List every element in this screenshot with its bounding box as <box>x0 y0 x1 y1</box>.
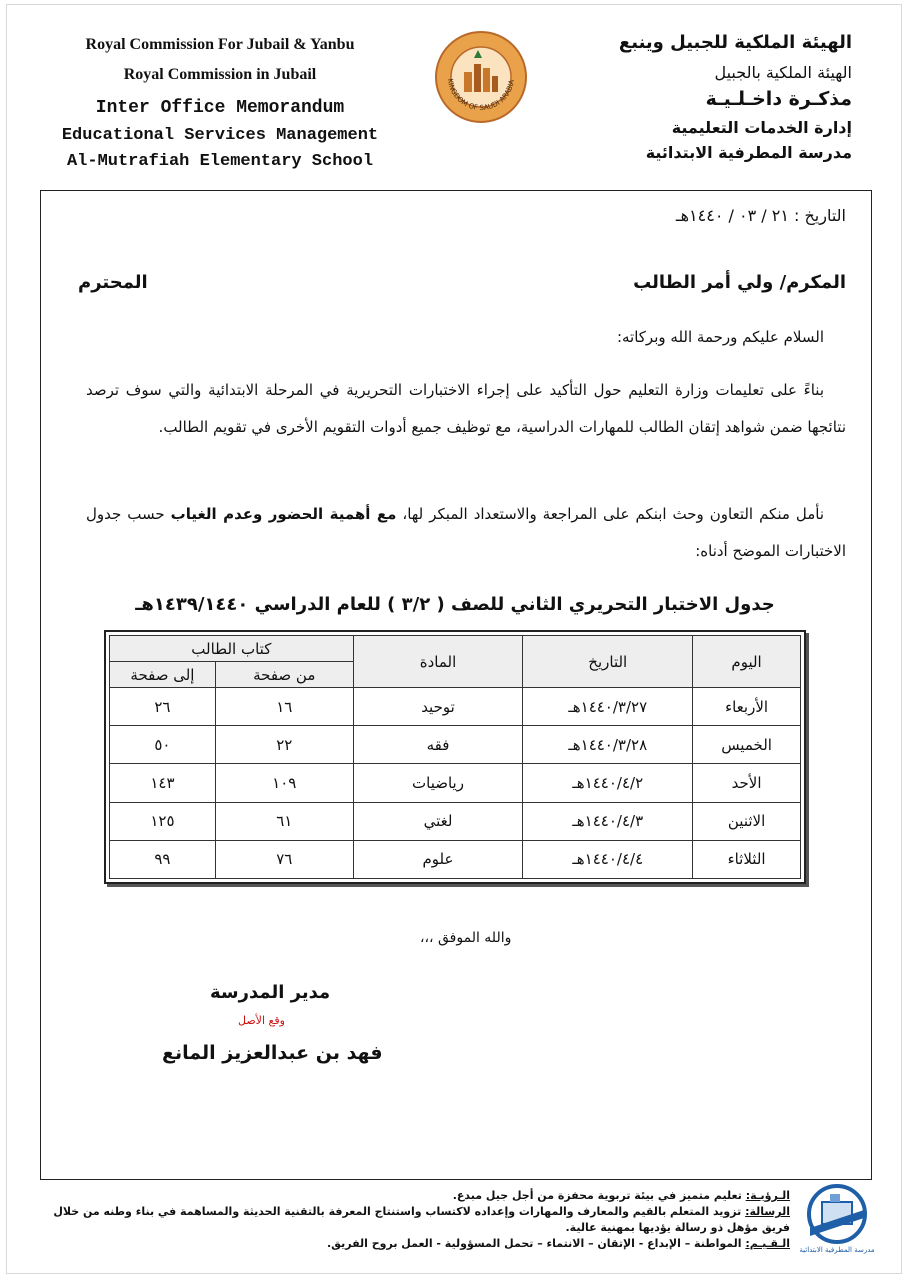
footer-values <box>40 1236 790 1252</box>
cell-to: ٥٠ <box>110 726 216 764</box>
cell-date: ١٤٤٠/٤/٣هـ <box>523 802 693 840</box>
table-row <box>110 802 801 840</box>
mission-label: الرسالة: <box>745 1205 790 1218</box>
cell-day: الخميس <box>693 726 801 764</box>
signature-title: مدير المدرسة <box>210 982 331 1003</box>
footer <box>40 1188 790 1252</box>
cell-date: ١٤٤٠/٣/٢٧هـ <box>523 688 693 726</box>
table-row <box>110 688 801 726</box>
memo-paragraph-2-a: نأمل منكم التعاون وحث ابنكم على المراجعة والاستعداد المبكر لها، <box>396 505 825 523</box>
closing-text: والله الموفق ،،، <box>420 930 512 946</box>
cell-date: ١٤٤٠/٣/٢٨هـ <box>523 726 693 764</box>
cell-day: الأحد <box>693 764 801 802</box>
footer-vision <box>40 1188 790 1204</box>
header-day: اليوم <box>693 636 801 688</box>
header-ar-line1: الهيئة الملكية للجبيل وينبع <box>618 32 852 53</box>
header-en-line5: Al-Mutrafiah Elementary School <box>66 152 374 171</box>
cell-from: ١٠٩ <box>215 764 353 802</box>
values-text: المواطنة – الإبداع - الإتقان – الانتماء – تحمل المسؤولية - العمل بروح الفريق. <box>327 1237 742 1250</box>
memo-paragraph-1: بناءً على تعليمات وزارة التعليم حول التأكيد على إجراء الاختبارات التحريرية في المرحلة الابتدائية والتي سوف ترصد نتائجها ضمن شواهد إتقان الطالب للمهارات الدراسية، مع توظيف جميع أدوات التقويم الأخرى في تقويم الطالب. <box>86 381 846 436</box>
mission-text: تزويد المتعلم بالقيم والمعارف والمهارات وإعداده لاكتساب واستنتاج المعرفة بالتقنية الحديثة والمساهمة في بناء وطنه من خلال فريق مؤهل ذو رسالة يؤديها بمهنية عالية. <box>53 1205 790 1234</box>
cell-to: ١٤٣ <box>110 764 216 802</box>
memo-paragraph-2-b: حسب جدول الاختبارات الموضح أدناه: <box>86 505 846 560</box>
school-logo-text: مدرسة المطرفية الابتدائية <box>799 1246 875 1254</box>
memo-date: التاريخ : ٢١ / ٠٣ / ١٤٤٠هـ <box>675 206 846 225</box>
header-to-page: إلى صفحة <box>110 662 216 688</box>
header-from-page: من صفحة <box>215 662 353 688</box>
header-en-line3: Inter Office Memorandum <box>95 98 345 118</box>
cell-from: ٦١ <box>215 802 353 840</box>
cell-subject: توحيد <box>353 688 523 726</box>
cell-subject: فقه <box>353 726 523 764</box>
header-ar-line4: إدارة الخدمات التعليمية <box>671 118 852 137</box>
schedule-title: جدول الاختبار التحريري الثاني للصف ( ٣/٢ ) للعام الدراسي ١٤٣٩/١٤٤٠هـ <box>135 594 775 615</box>
memo-salutation: السلام عليكم ورحمة الله وبركاته: <box>616 328 824 346</box>
cell-to: ٩٩ <box>110 840 216 878</box>
header-date: التاريخ <box>523 636 693 688</box>
header-en-line4: Educational Services Management <box>61 126 379 145</box>
signature-name: فهد بن عبدالعزيز المانع <box>162 1042 383 1064</box>
cell-subject: رياضيات <box>353 764 523 802</box>
header-en-line1: Royal Commission For Jubail & Yanbu <box>85 36 355 53</box>
logo-text: KINGDOM OF SAUDI ARABIA <box>445 78 516 113</box>
table-row <box>110 726 801 764</box>
signature-note: وقع الأصل <box>238 1014 285 1027</box>
cell-from: ١٦ <box>215 688 353 726</box>
footer-mission <box>40 1204 790 1236</box>
header-student-book: كتاب الطالب <box>110 636 354 662</box>
vision-label: الـرؤيـة: <box>745 1189 790 1202</box>
cell-subject: لغتي <box>353 802 523 840</box>
table-row <box>110 764 801 802</box>
header-en-line2: Royal Commission in Jubail <box>123 66 317 83</box>
header-ar-line5: مدرسة المطرفية الابتدائية <box>645 143 852 162</box>
royal-commission-logo <box>434 30 528 124</box>
table-row <box>110 840 801 878</box>
memo-paragraph-2-bold: مع أهمية الحضور وعدم الغياب <box>170 505 397 523</box>
cell-from: ٧٦ <box>215 840 353 878</box>
cell-to: ٢٦ <box>110 688 216 726</box>
cell-date: ١٤٤٠/٤/٢هـ <box>523 764 693 802</box>
values-label: الـقـيـم: <box>745 1237 790 1250</box>
school-logo <box>796 1180 878 1256</box>
cell-to: ١٢٥ <box>110 802 216 840</box>
header-ar-line3: مذكـرة داخـلـيـة <box>705 88 852 110</box>
memo-addressee: المكرم/ ولي أمر الطالب <box>633 272 846 293</box>
cell-day: الأربعاء <box>693 688 801 726</box>
schedule-table <box>109 635 801 879</box>
cell-day: الاثنين <box>693 802 801 840</box>
header-ar-line2: الهيئة الملكية بالجبيل <box>714 63 852 82</box>
cell-subject: علوم <box>353 840 523 878</box>
memo-respect: المحترم <box>78 272 148 293</box>
header-arabic <box>592 32 852 168</box>
vision-text: تعليم متميز في بيئة تربوية محفزة من أجل جيل مبدع. <box>452 1189 742 1202</box>
header-subject: المادة <box>353 636 523 688</box>
cell-from: ٢٢ <box>215 726 353 764</box>
memo-paragraph-2 <box>86 496 846 570</box>
cell-day: الثلاثاء <box>693 840 801 878</box>
cell-date: ١٤٤٠/٤/٤هـ <box>523 840 693 878</box>
header-english <box>40 36 400 178</box>
